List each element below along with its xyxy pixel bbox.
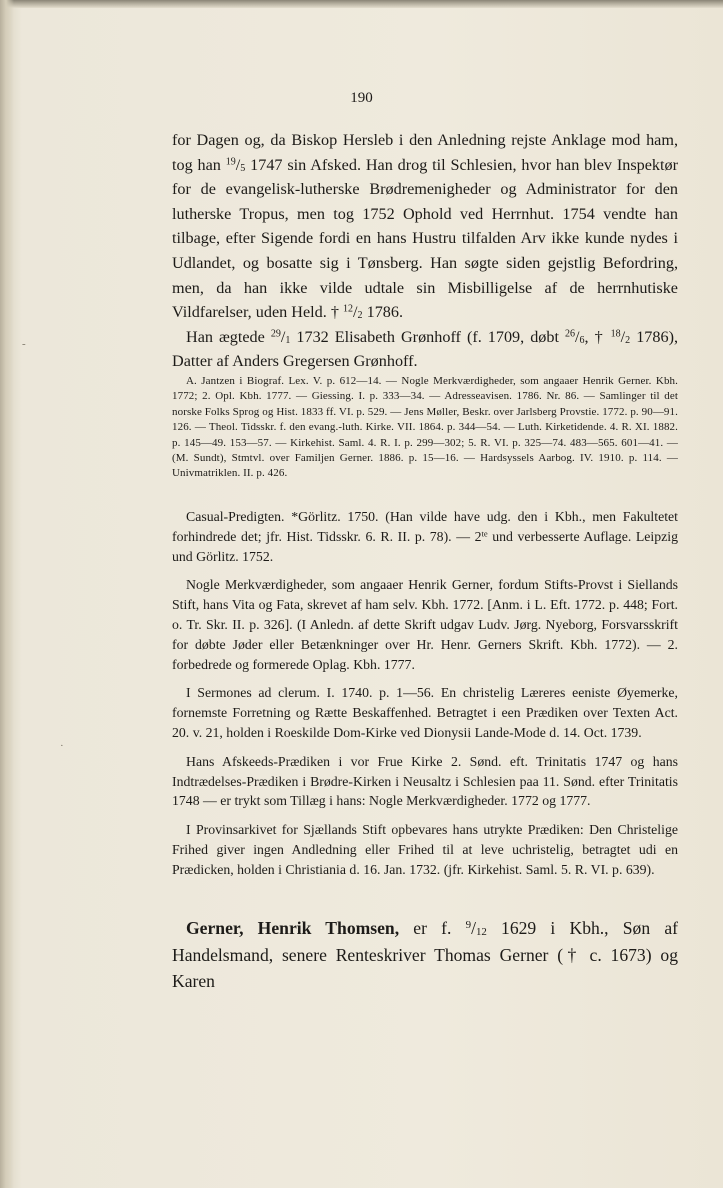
margin-tick: · — [60, 740, 64, 752]
entry-name: Gerner, Henrik Thomsen, — [186, 918, 400, 938]
work-item: I Provinsarkivet for Sjællands Stift opbevares hans utrykte Prædiken: Den Christelige Frihed giver ingen Andledning eller Frihed til at leve uchristelig, betragtet udi en Prædicken, holden i Christiania d. 16. Jan. 1732. (jfr. Kirkehist. Saml. 5. R. VI. p. 639). — [172, 822, 678, 877]
sources-text: A. Jantzen i Biograf. Lex. V. p. 612—14. — Nogle Merkværdigheder, som angaaer Henrik Gerner. Kbh. 1772; 2. Opl. Kbh. 1777. — Giessing. I. p. 333—34. — Adresseavisen. 1786. Nr. 86. — Samlinger til det norske Folks Sprog og Hist. 1833 ff. VI. p. 529. — Jens Møller, Beskr. over Jarlsberg Provstie. 1772. p. 90—91. 126. — Theol. Tidsskr. f. den evang.-luth. Kirke. VII. 1864. p. 344—54. — Luth. Kirketidende. 4. R. XI. 1882. p. 145—49. 153—57. — Kirkehist. Saml. 4. R. I. p. 299—302; 5. R. VI. p. 325—74. 483—565. 601—41. — (M. Sundt), Stmtvl. over Familjen Gerner. 1886. p. 15—16. — Hardsyssels Aarbog. IV. 1910. p. 114. — Univmatriklen. II. p. 426. — [172, 375, 678, 480]
new-entry — [172, 915, 678, 995]
binding-edge-shadow — [0, 0, 14, 1188]
sources-block — [172, 374, 678, 482]
works-list — [172, 507, 678, 889]
main-text — [172, 128, 678, 374]
work-item: Casual-Predigten. *Görlitz. 1750. (Han vilde have udg. den i Kbh., men Fakultetet forhindrede det; jfr. Hist. Tidsskr. 6. R. II. p. 78). — $2^{te}$ und verbesserte Auflage. Leipzig und Görlitz. 1752. — [172, 509, 678, 564]
page-number: 190 — [350, 90, 373, 106]
entry-paragraph: Gerner, Henrik Thomsen, er f. $^9/_{12}$ 1629 i Kbh., Søn af Handelsmand, senere Renteskriver Thomas Gerner († c. 1673) og Karen — [172, 918, 678, 991]
work-item: Hans Afskeeds-Prædiken i vor Frue Kirke 2. Sønd. eft. Trinitatis 1747 og hans Indtrædelses-Prædiken i Brødre-Kirken i Neusaltz i Schlesien paa 11. Sønd. efter Trinitatis 1748 — er trykt som Tillæg i hans: Nogle Merkværdigheder. 1772 og 1777. — [172, 753, 678, 809]
paragraph-marriage: Han ægtede $^{29}/_1$ 1732 Elisabeth Grønhoff (f. 1709, døbt $^{26}/_6$, † $^{18}/_2$ 1786), Datter af Anders Gregersen Grønhoff. — [172, 327, 679, 371]
paragraph-career: for Dagen og, da Biskop Hersleb i den Anledning rejste Anklage mod ham, tog han $^{19}/_5$ 1747 sin Afsked. Han drog til Schlesien, hvor han blev Inspektør for de evangelisk-lutherske Brødremenigheder og Administrator for den lutherske Tropus, men tog 1752 Ophold ved Herrnhut. 1754 vendte han tilbage, efter Sigende fordi en hans Hustru tilfalden Arv ikke kunde nydes i Udlandet, og bosatte sig i Tønsberg. Han søgte siden gejstlig Befordring, men, da han ikke vilde udtale sin Misbilligelse af de herrnhutiske Vildfarelser, uden Held. † $^{12}/_2$ 1786. — [172, 131, 678, 322]
work-item: I Sermones ad clerum. I. 1740. p. 1—56. En christelig Læreres eeniste Øyemerke, fornemste Forretning og Rætte Beskaffenhed. Betragtet i een Prædiken over Texten Act. 20. v. 21, holden i Roeskilde Dom-Kirke ved Dionysii Lande-Mode d. 14. Oct. 1739. — [172, 685, 678, 740]
margin-tick: - — [22, 338, 26, 350]
top-edge-shadow — [0, 0, 723, 8]
work-item: Nogle Merkværdigheder, som angaaer Henrik Gerner, fordum Stifts-Provst i Siellands Stift, hans Vita og Fata, skrevet af ham selv. Kbh. 1772. [Anm. i L. Eft. 1772. p. 448; Fort. o. Tr. Skr. II. p. 326]. (I Anledn. af dette Skrift udgav Ludv. Jørg. Nyeborg, Forsvarsskrift for døbte Jøder eller Betænkninger over Hr. Henr. Gerners Skrift. Kbh. 1772). — 2. forbedrede og formerede Oplag. Kbh. 1777. — [172, 577, 678, 672]
